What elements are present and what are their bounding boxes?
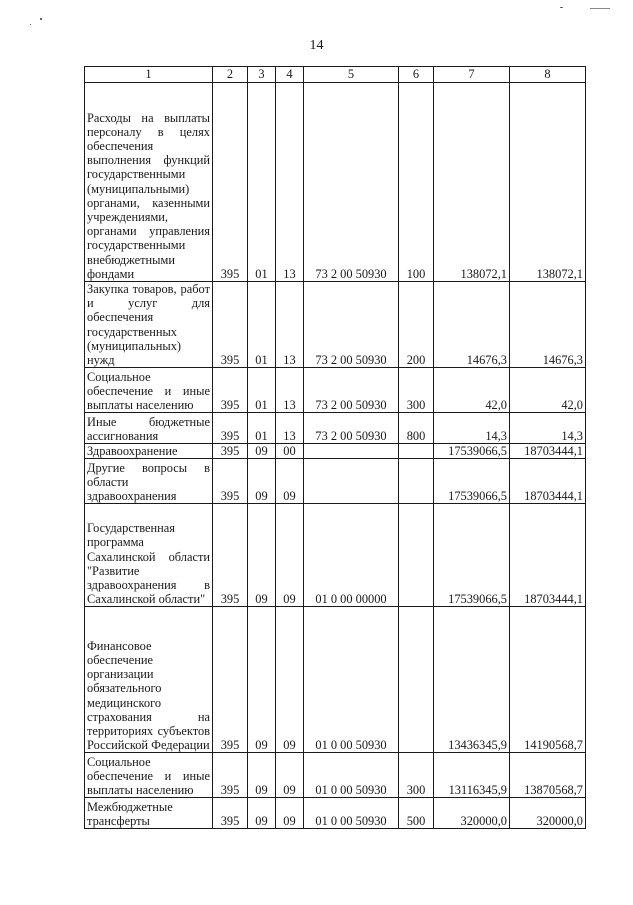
ministry-code-cell: 395 <box>213 504 248 607</box>
amount-col8-cell: 18703444,1 <box>510 504 586 607</box>
target-article-cell: 73 2 00 50930 <box>304 83 399 282</box>
amount-col7-cell: 17539066,5 <box>434 459 510 504</box>
expense-name-cell: Закупка товаров, работ и услуг для обеспечения государственных (муниципальных) нужд <box>85 282 213 368</box>
expense-type-cell: 300 <box>399 368 434 413</box>
scan-speck <box>590 8 610 9</box>
amount-col8-cell: 14676,3 <box>510 282 586 368</box>
amount-col7-cell: 138072,1 <box>434 83 510 282</box>
subsection-code-cell: 09 <box>276 459 304 504</box>
amount-col7-cell: 14,3 <box>434 413 510 444</box>
section-code-cell: 01 <box>248 282 276 368</box>
amount-col7-cell: 13436345,9 <box>434 607 510 753</box>
column-header: 2 <box>213 67 248 83</box>
amount-col8-cell: 14,3 <box>510 413 586 444</box>
amount-col7-cell: 14676,3 <box>434 282 510 368</box>
column-header: 3 <box>248 67 276 83</box>
ministry-code-cell: 395 <box>213 459 248 504</box>
ministry-code-cell: 395 <box>213 444 248 459</box>
table-row <box>85 504 586 607</box>
expense-type-cell: 800 <box>399 413 434 444</box>
amount-col7-cell: 42,0 <box>434 368 510 413</box>
subsection-code-cell: 00 <box>276 444 304 459</box>
target-article-cell: 01 0 00 00000 <box>304 504 399 607</box>
amount-col8-cell: 42,0 <box>510 368 586 413</box>
table-row <box>85 753 586 798</box>
ministry-code-cell: 395 <box>213 282 248 368</box>
ministry-code-cell: 395 <box>213 753 248 798</box>
amount-col8-cell: 13870568,7 <box>510 753 586 798</box>
target-article-cell: 01 0 00 50930 <box>304 607 399 753</box>
expense-type-cell <box>399 504 434 607</box>
table-row <box>85 444 586 459</box>
expense-type-cell <box>399 459 434 504</box>
section-code-cell: 09 <box>248 459 276 504</box>
target-article-cell: 73 2 00 50930 <box>304 368 399 413</box>
expense-name-cell: Другие вопросы в области здравоохранения <box>85 459 213 504</box>
section-code-cell: 09 <box>248 753 276 798</box>
amount-col8-cell: 18703444,1 <box>510 459 586 504</box>
expense-type-cell: 500 <box>399 798 434 829</box>
amount-col8-cell: 138072,1 <box>510 83 586 282</box>
ministry-code-cell: 395 <box>213 413 248 444</box>
section-code-cell: 01 <box>248 83 276 282</box>
column-header: 6 <box>399 67 434 83</box>
amount-col7-cell: 320000,0 <box>434 798 510 829</box>
page-number: 14 <box>309 38 324 53</box>
expense-name-cell: Государственная программа Сахалинской области "Развитие здравоохранения в Сахалинской области" <box>85 504 213 607</box>
target-article-cell <box>304 459 399 504</box>
target-article-cell <box>304 444 399 459</box>
section-code-cell: 01 <box>248 413 276 444</box>
budget-table <box>84 66 586 829</box>
section-code-cell: 09 <box>248 607 276 753</box>
subsection-code-cell: 13 <box>276 83 304 282</box>
subsection-code-cell: 09 <box>276 798 304 829</box>
section-code-cell: 09 <box>248 504 276 607</box>
table-row <box>85 413 586 444</box>
column-header: 1 <box>85 67 213 83</box>
target-article-cell: 73 2 00 50930 <box>304 413 399 444</box>
expense-name-cell: Финансовое обеспечение организации обязательного медицинского страхования на территориях субъектов Российской Федерации <box>85 607 213 753</box>
ministry-code-cell: 395 <box>213 83 248 282</box>
column-header: 7 <box>434 67 510 83</box>
subsection-code-cell: 13 <box>276 368 304 413</box>
expense-name-cell: Межбюджетные трансферты <box>85 798 213 829</box>
scan-speck <box>40 18 42 20</box>
expense-type-cell <box>399 444 434 459</box>
table-row <box>85 798 586 829</box>
ministry-code-cell: 395 <box>213 607 248 753</box>
scan-speck <box>30 24 31 25</box>
subsection-code-cell: 13 <box>276 282 304 368</box>
expense-type-cell <box>399 607 434 753</box>
table-row <box>85 459 586 504</box>
expense-type-cell: 100 <box>399 83 434 282</box>
subsection-code-cell: 09 <box>276 504 304 607</box>
table-row <box>85 83 586 282</box>
amount-col8-cell: 320000,0 <box>510 798 586 829</box>
amount-col7-cell: 17539066,5 <box>434 444 510 459</box>
ministry-code-cell: 395 <box>213 798 248 829</box>
amount-col8-cell: 14190568,7 <box>510 607 586 753</box>
header-row <box>85 67 586 83</box>
target-article-cell: 01 0 00 50930 <box>304 753 399 798</box>
table-row <box>85 607 586 753</box>
target-article-cell: 73 2 00 50930 <box>304 282 399 368</box>
section-code-cell: 09 <box>248 798 276 829</box>
amount-col8-cell: 18703444,1 <box>510 444 586 459</box>
expense-name-cell: Здравоохранение <box>85 444 213 459</box>
expense-name-cell: Иные бюджетные ассигнования <box>85 413 213 444</box>
amount-col7-cell: 17539066,5 <box>434 504 510 607</box>
amount-col7-cell: 13116345,9 <box>434 753 510 798</box>
subsection-code-cell: 13 <box>276 413 304 444</box>
column-header: 8 <box>510 67 586 83</box>
column-header: 4 <box>276 67 304 83</box>
ministry-code-cell: 395 <box>213 368 248 413</box>
expense-type-cell: 300 <box>399 753 434 798</box>
table-row <box>85 282 586 368</box>
scan-speck <box>560 7 563 8</box>
table-row <box>85 368 586 413</box>
subsection-code-cell: 09 <box>276 607 304 753</box>
expense-type-cell: 200 <box>399 282 434 368</box>
column-header: 5 <box>304 67 399 83</box>
expense-name-cell: Социальное обеспечение и иные выплаты населению <box>85 753 213 798</box>
target-article-cell: 01 0 00 50930 <box>304 798 399 829</box>
section-code-cell: 01 <box>248 368 276 413</box>
section-code-cell: 09 <box>248 444 276 459</box>
expense-name-cell: Социальное обеспечение и иные выплаты населению <box>85 368 213 413</box>
subsection-code-cell: 09 <box>276 753 304 798</box>
expense-name-cell: Расходы на выплаты персоналу в целях обеспечения выполнения функций государственными (муниципальными) органами, казенными учреждениями, органами управления государственными внебюджетными фондами <box>85 83 213 282</box>
